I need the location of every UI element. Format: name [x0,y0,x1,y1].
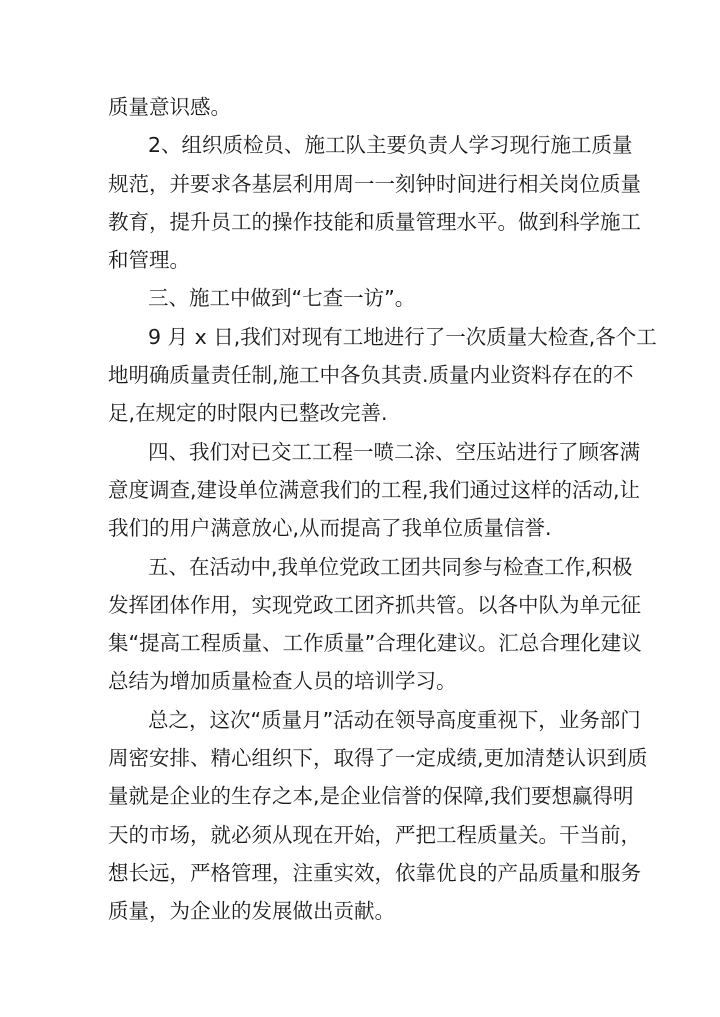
text-line: 2、组织质检员、施工队主要负责人学习现行施工质量 [148,133,633,158]
text-line: 9 月 x 日,我们对现有工地进行了一次质量大检查,各个工 [148,324,657,349]
text-line: 教育，提升员工的操作技能和质量管理水平。做到科学施工 [108,209,641,234]
text-line: 意度调查,建设单位满意我们的工程,我们通过这样的活动,让 [108,477,641,502]
text-line: 地明确质量责任制,施工中各负其责.质量内业资料存在的不 [108,363,634,388]
text-line: 规范，并要求各基层利用周一一刻钟时间进行相关岗位质量 [108,171,641,196]
text-line: 足,在规定的时限内已整改完善. [108,401,388,426]
text-line: 想长远，严格管理，注重实效，依靠优良的产品质量和服务 [108,860,641,885]
text-line: 集“提高工程质量、工作质量”合理化建议。汇总合理化建议 [108,631,642,656]
text-line: 发挥团体作用，实现党政工团齐抓共管。以各中队为单元征 [108,592,641,617]
text-line: 天的市场，就必须从现在开始，严把工程质量关。干当前， [108,822,641,847]
text-line: 和管理。 [108,248,190,273]
text-line: 三、施工中做到“七查一访”。 [148,286,416,311]
document-body [108,88,657,931]
text-line: 质量意识感。 [108,95,231,119]
text-line: 五、在活动中,我单位党政工团共同参与检查工作,积极 [148,554,633,579]
text-line: 总之，这次“质量月”活动在领导高度重视下，业务部门 [148,707,641,732]
text-line: 四、我们对已交工工程一喷二涂、空压站进行了顾客满 [148,439,640,464]
text-line: 量就是企业的生存之本,是企业信誉的保障,我们要想赢得明 [108,784,634,809]
text-line: 质量，为企业的发展做出贡献。 [108,899,395,924]
text-line: 我们的用户满意放心,从而提高了我单位质量信誉. [108,516,552,541]
text-line: 总结为增加质量检查人员的培训学习。 [108,669,457,694]
text-line: 周密安排、精心组织下，取得了一定成绩,更加清楚认识到质 [108,746,648,771]
